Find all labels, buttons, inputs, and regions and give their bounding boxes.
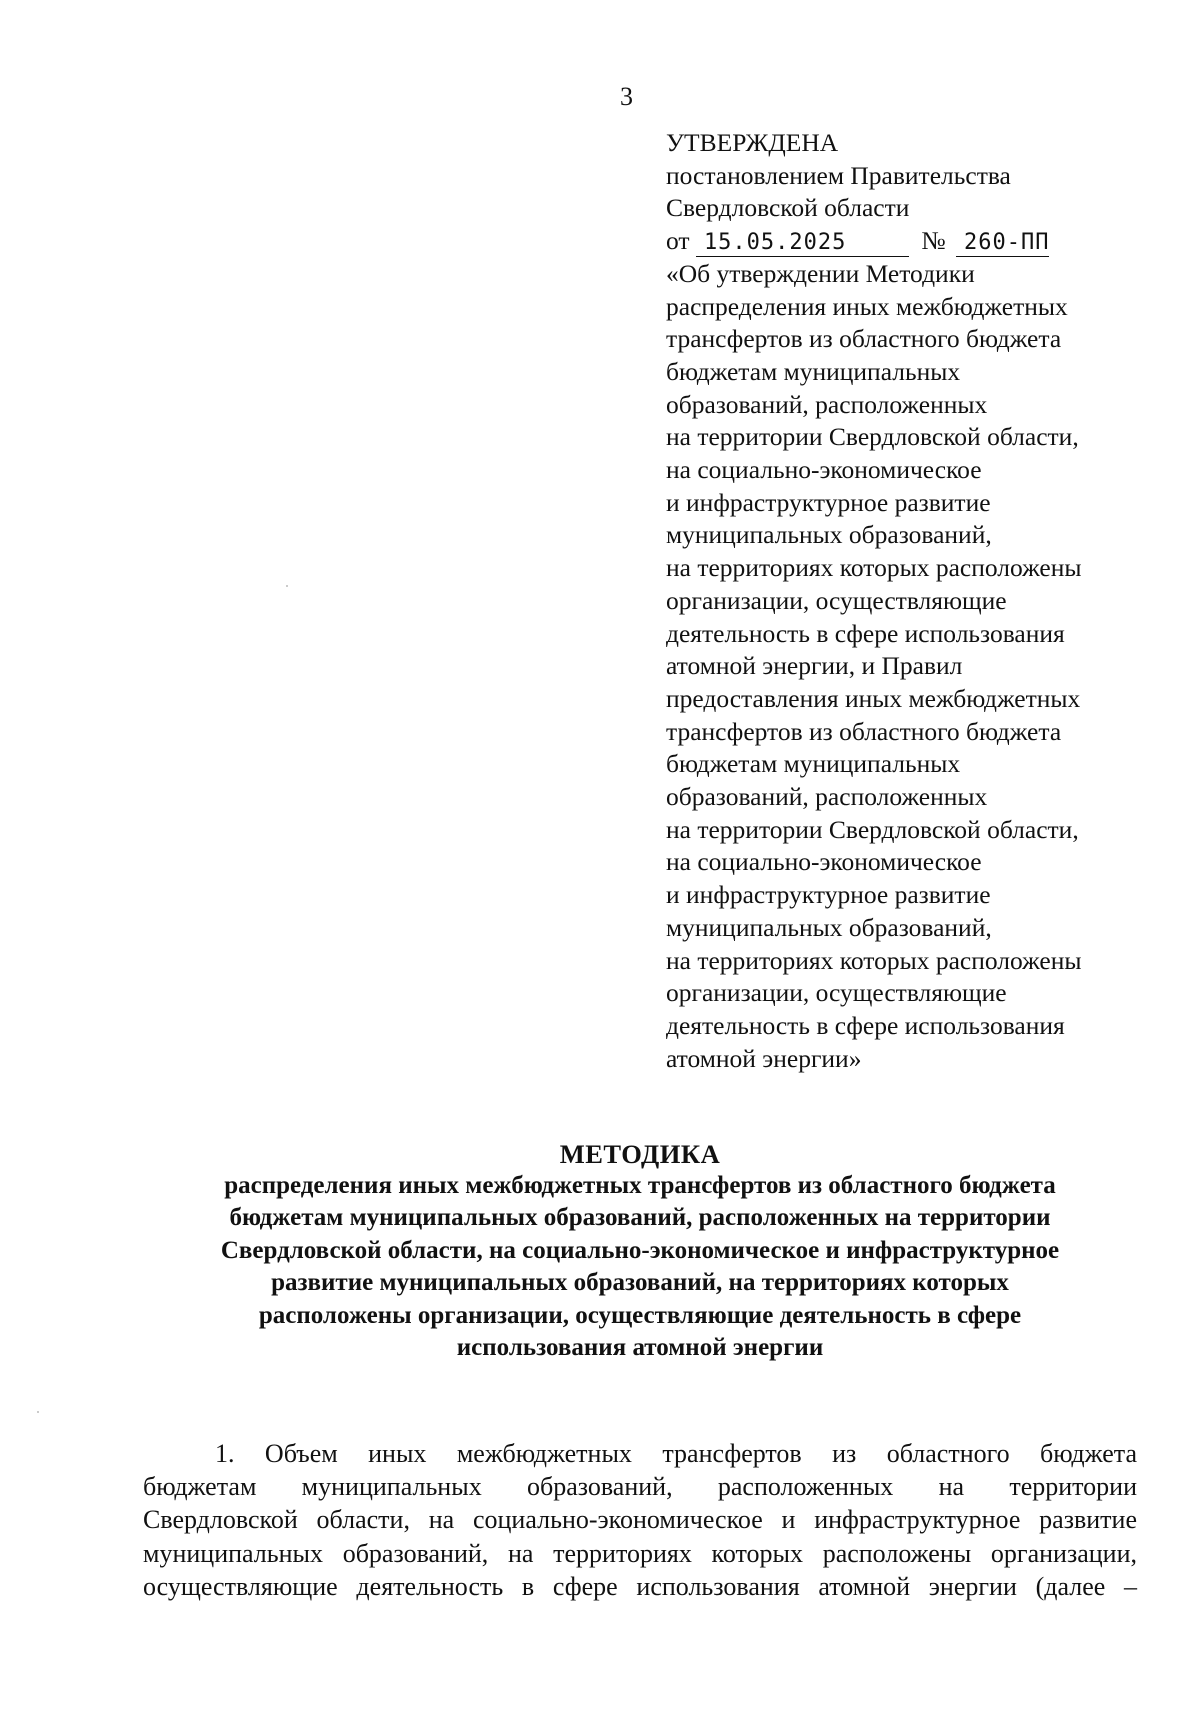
approval-subject-line: организации, осуществляющие [666, 978, 1007, 1008]
document-heading: МЕТОДИКА [559, 1139, 721, 1169]
approval-subject-line: образований, расположенных [666, 389, 988, 419]
date-field [696, 228, 909, 257]
approval-block [666, 127, 1166, 1075]
document-subtitle-line: расположены организации, осуществляющие деятельность в сфере [258, 1301, 1022, 1329]
approval-reference-line [666, 225, 1166, 258]
approval-subject-line: деятельность в сфере использования [666, 618, 1065, 648]
paragraph-line: 1. Объем иных межбюджетных трансфертов из областного бюджета [215, 1439, 1137, 1468]
approval-subject-line: бюджетам муниципальных [666, 749, 961, 779]
document-title [150, 1138, 1130, 1364]
approval-subject-line: муниципальных образований, [666, 520, 992, 550]
approval-date: 15.05.2025 [703, 230, 847, 256]
paragraph-line: бюджетам муниципальных образований, расположенных на территории [143, 1472, 1137, 1502]
number-field [956, 228, 1049, 257]
approval-subject-line: на территориях которых расположены [666, 945, 1082, 975]
approval-subject-line: атомной энергии» [666, 1043, 862, 1073]
date-prefix: от [666, 226, 690, 256]
approval-subject-line: и инфраструктурное развитие [666, 880, 991, 910]
approval-subject-line: атомной энергии, и Правил [666, 651, 963, 681]
approval-subject-line: трансфертов из областного бюджета [666, 716, 1062, 746]
approval-subject-line: на территории Свердловской области, [666, 422, 1079, 452]
approval-issuer-line: постановлением Правительства [666, 160, 1011, 190]
approval-subject-line: и инфраструктурное развитие [666, 487, 991, 517]
approval-subject-line: организации, осуществляющие [666, 585, 1007, 615]
approval-subject-line: на территориях которых расположены [666, 553, 1082, 583]
document-subtitle-line: распределения иных межбюджетных трансфертов из областного бюджета [224, 1172, 1056, 1199]
paragraph-line: Свердловской области, на социально-экономическое и инфраструктурное развитие [143, 1505, 1137, 1535]
approval-subject-line: деятельность в сфере использования [666, 1010, 1065, 1040]
paragraph-line: осуществляющие деятельность в сфере использования атомной энергии (далее – [143, 1571, 1137, 1601]
number-sign: № [921, 226, 946, 256]
page-number: 3 [620, 82, 633, 111]
approval-subject-line: на социально-экономическое [666, 847, 982, 877]
approval-subject-line: трансфертов из областного бюджета [666, 324, 1062, 354]
scan-speck [37, 1411, 39, 1413]
approval-number: 260-ПП [964, 230, 1050, 256]
approval-subject-line: распределения иных межбюджетных [666, 291, 1068, 321]
approval-issuer-line: Свердловской области [666, 193, 910, 223]
document-subtitle-line: Свердловской области, на социально-экономическое и инфраструктурное [220, 1236, 1060, 1264]
scan-speck [286, 585, 288, 587]
body-paragraph [143, 1437, 1137, 1603]
approval-heading: УТВЕРЖДЕНА [666, 128, 839, 157]
document-subtitle-line: развитие муниципальных образований, на территориях которых [271, 1269, 1009, 1297]
approval-subject-line: предоставления иных межбюджетных [666, 683, 1081, 713]
approval-subject-line: на социально-экономическое [666, 455, 982, 485]
document-subtitle-line: бюджетам муниципальных образований, расположенных на территории [229, 1204, 1051, 1232]
paragraph-line: муниципальных образований, на территориях которых расположены организации, [143, 1538, 1137, 1568]
approval-subject-line: на территории Свердловской области, [666, 814, 1079, 844]
approval-subject-line: «Об утверждении Методики [666, 258, 975, 288]
approval-subject-line: образований, расположенных [666, 782, 988, 812]
approval-subject-line: муниципальных образований, [666, 912, 992, 942]
approval-subject-line: бюджетам муниципальных [666, 356, 961, 386]
document-subtitle-line: использования атомной энергии [456, 1334, 824, 1362]
